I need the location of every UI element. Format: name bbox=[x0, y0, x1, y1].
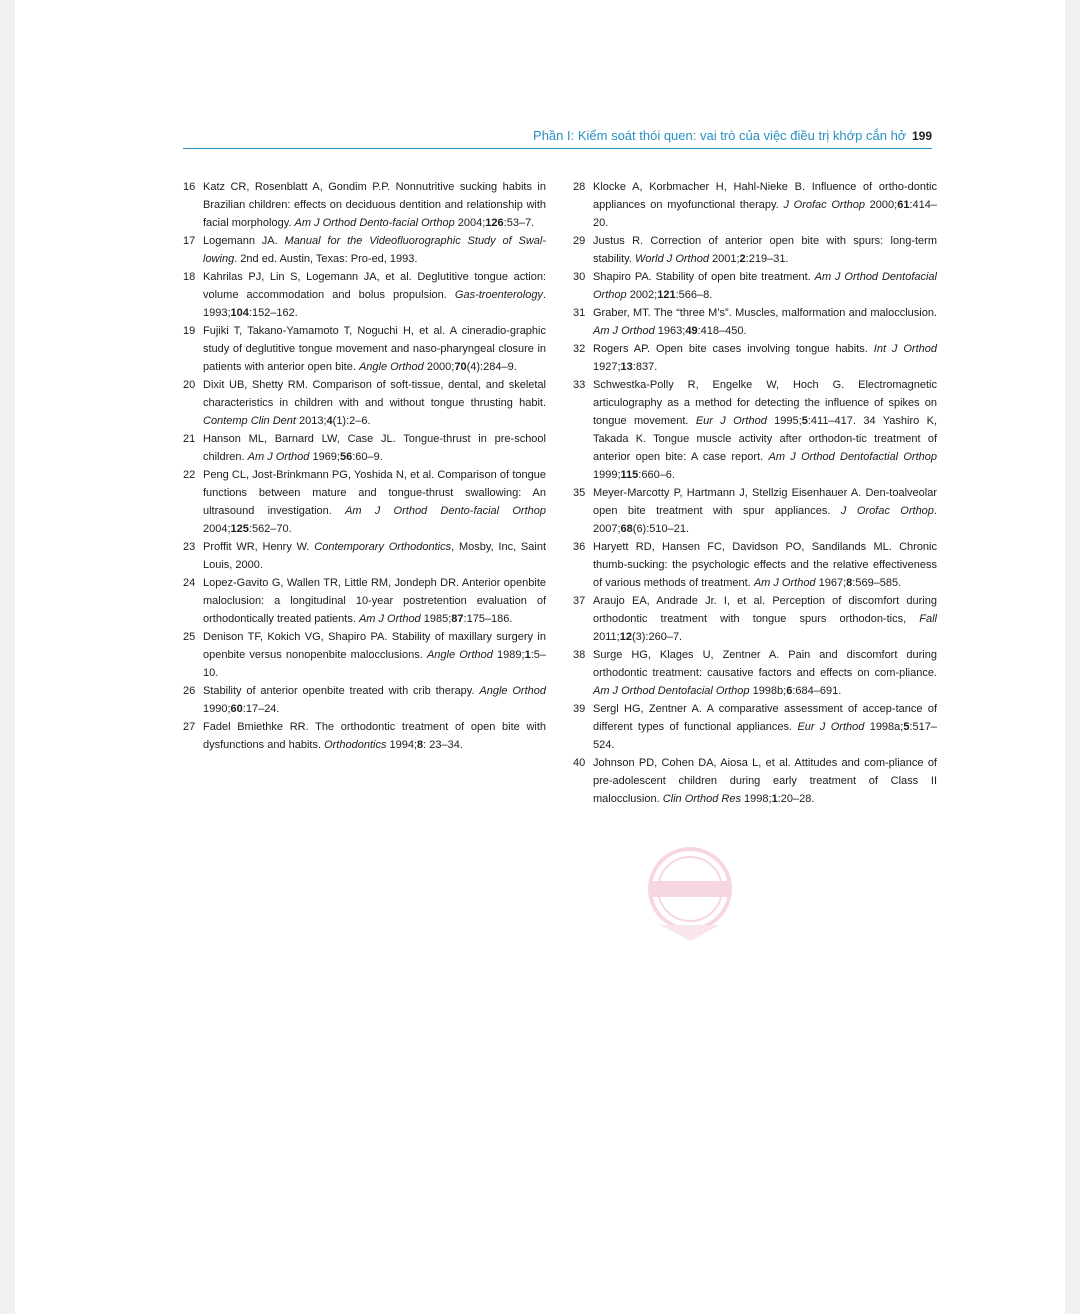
reference-text: Araujo EA, Andrade Jr. I, et al. Perception of discomfort during orthodontic treatment with tongue spurs orthodon-tics, Fall 2011;12(3):260–7. bbox=[593, 595, 937, 643]
reference-item bbox=[183, 718, 546, 754]
reference-text: Denison TF, Kokich VG, Shapiro PA. Stability of maxillary surgery in openbite versus nonopenbite malocclusions. Angle Orthod 1989;1:5–10. bbox=[203, 631, 546, 679]
reference-item bbox=[573, 340, 937, 376]
reference-number: 38 bbox=[573, 649, 586, 661]
reference-number: 20 bbox=[183, 379, 196, 391]
reference-item bbox=[573, 232, 937, 268]
reference-number: 18 bbox=[183, 271, 196, 283]
reference-text: Fadel Bmiethke RR. The orthodontic treatment of open bite with dysfunctions and habits. Orthodontics 1994;8: 23–34. bbox=[203, 721, 546, 751]
document-page bbox=[15, 0, 1065, 1314]
reference-text: Sergl HG, Zentner A. A comparative assessment of accep-tance of different types of functional appliances. Eur J Orthod 1998a;5:517–524. bbox=[593, 703, 937, 751]
reference-item bbox=[183, 538, 546, 574]
reference-item bbox=[573, 592, 937, 646]
reference-item bbox=[183, 682, 546, 718]
reference-item bbox=[183, 322, 546, 376]
reference-text: Katz CR, Rosenblatt A, Gondim P.P. Nonnutritive sucking habits in Brazilian children: effects on deciduous dentition and relationship with facial morphology. Am J Orthod Dento-facial Orthop 2004;126:53–7. bbox=[203, 181, 546, 229]
watermark-seal-icon bbox=[638, 845, 743, 945]
header-title: Phần I: Kiểm soát thói quen: vai trò của việc điều trị khớp cắn hở bbox=[533, 128, 907, 143]
reference-text: Meyer-Marcotty P, Hartmann J, Stellzig Eisenhauer A. Den-toalveolar open bite treatment with spur appliances. J Orofac Orthop. 2007;68(6):510–21. bbox=[593, 487, 937, 535]
reference-number: 30 bbox=[573, 271, 586, 283]
reference-text: Graber, MT. The “three M’s”. Muscles, malformation and malocclusion. Am J Orthod 1963;49:418–450. bbox=[593, 307, 937, 337]
reference-item bbox=[183, 232, 546, 268]
reference-number: 40 bbox=[573, 757, 586, 769]
page-number: 199 bbox=[911, 129, 932, 143]
reference-number: 16 bbox=[183, 181, 196, 193]
reference-text: Dixit UB, Shetty RM. Comparison of soft-tissue, dental, and skeletal characteristics in children with and without tongue thrusting habit. Contemp Clin Dent 2013;4(1):2–6. bbox=[203, 379, 546, 427]
reference-item bbox=[183, 466, 546, 538]
reference-item bbox=[183, 178, 546, 232]
reference-text: Hanson ML, Barnard LW, Case JL. Tongue-thrust in pre-school children. Am J Orthod 1969;56:60–9. bbox=[203, 433, 546, 463]
reference-number: 37 bbox=[573, 595, 586, 607]
reference-text: Peng CL, Jost-Brinkmann PG, Yoshida N, et al. Comparison of tongue functions between mature and tongue-thrust swallowing: An ultrasound investigation. Am J Orthod Dento-facial Orthop 2004;125:562–70. bbox=[203, 469, 546, 535]
reference-text: Shapiro PA. Stability of open bite treatment. Am J Orthod Dentofacial Orthop 2002;121:566–8. bbox=[593, 271, 937, 301]
reference-number: 22 bbox=[183, 469, 196, 481]
reference-item bbox=[573, 538, 937, 592]
reference-item bbox=[573, 376, 937, 484]
references-right-column bbox=[573, 178, 937, 808]
reference-item bbox=[183, 376, 546, 430]
reference-text: Proffit WR, Henry W. Contemporary Orthodontics, Mosby, Inc, Saint Louis, 2000. bbox=[203, 541, 546, 571]
running-header bbox=[183, 128, 932, 149]
reference-item bbox=[183, 574, 546, 628]
reference-number: 21 bbox=[183, 433, 196, 445]
reference-text: Fujiki T, Takano-Yamamoto T, Noguchi H, et al. A cineradio-graphic study of deglutitive tongue movement and naso-pharyngeal closure in patients with anterior open bite. Angle Orthod 2000;70(4):284–9. bbox=[203, 325, 546, 373]
reference-number: 25 bbox=[183, 631, 196, 643]
reference-item bbox=[573, 484, 937, 538]
reference-item bbox=[573, 178, 937, 232]
reference-item bbox=[573, 754, 937, 808]
reference-text: Schwestka-Polly R, Engelke W, Hoch G. Electromagnetic articulography as a method for detecting the influence of spikes on tongue movement. Eur J Orthod 1995;5:411–417. 34 Yashiro K, Takada K. Tongue muscle activity after orthodon-tic treatment of anterior open bite: A case report. Am J Orthod Dentofactial Orthop 1999;115:660–6. bbox=[593, 379, 938, 481]
reference-item bbox=[573, 304, 937, 340]
reference-item bbox=[183, 268, 546, 322]
reference-number: 36 bbox=[573, 541, 586, 553]
reference-number: 35 bbox=[573, 487, 586, 499]
reference-number: 17 bbox=[183, 235, 196, 247]
reference-text: Kahrilas PJ, Lin S, Logemann JA, et al. Deglutitive tongue action: volume accommodation and bolus propulsion. Gas-troenterology. 1993;104:152–162. bbox=[203, 271, 546, 319]
reference-item bbox=[573, 700, 937, 754]
reference-number: 39 bbox=[573, 703, 586, 715]
reference-text: Justus R. Correction of anterior open bite with spurs: long-term stability. World J Orthod 2001;2:219–31. bbox=[593, 235, 937, 265]
reference-text: Johnson PD, Cohen DA, Aiosa L, et al. Attitudes and com-pliance of pre-adolescent children during early treatment of Class II malocclusion. Clin Orthod Res 1998;1:20–28. bbox=[593, 757, 937, 805]
reference-number: 26 bbox=[183, 685, 196, 697]
reference-number: 33 bbox=[573, 379, 586, 391]
reference-text: Klocke A, Korbmacher H, Hahl-Nieke B. Influence of ortho-dontic appliances on myofunctional therapy. J Orofac Orthop 2000;61:414–20. bbox=[593, 181, 937, 229]
reference-number: 19 bbox=[183, 325, 196, 337]
reference-text: Rogers AP. Open bite cases involving tongue habits. Int J Orthod 1927;13:837. bbox=[593, 343, 937, 373]
reference-number: 29 bbox=[573, 235, 586, 247]
reference-text: Logemann JA. Manual for the Videofluorographic Study of Swal-lowing. 2nd ed. Austin, Texas: Pro-ed, 1993. bbox=[203, 235, 546, 265]
reference-number: 23 bbox=[183, 541, 196, 553]
reference-text: Stability of anterior openbite treated with crib therapy. Angle Orthod 1990;60:17–24. bbox=[203, 685, 546, 715]
reference-number: 32 bbox=[573, 343, 586, 355]
reference-text: Haryett RD, Hansen FC, Davidson PO, Sandilands ML. Chronic thumb-sucking: the psychologic effects and the relative effectiveness of various methods of treatment. Am J Orthod 1967;8:569–585. bbox=[593, 541, 937, 589]
reference-number: 24 bbox=[183, 577, 196, 589]
reference-text: Surge HG, Klages U, Zentner A. Pain and discomfort during orthodontic treatment: causative factors and effects on com-pliance. Am J Orthod Dentofacial Orthop 1998b;6:684–691. bbox=[593, 649, 937, 697]
reference-number: 27 bbox=[183, 721, 196, 733]
reference-number: 31 bbox=[573, 307, 586, 319]
reference-item bbox=[573, 268, 937, 304]
reference-item bbox=[573, 646, 937, 700]
reference-item bbox=[183, 430, 546, 466]
reference-item bbox=[183, 628, 546, 682]
reference-text: Lopez-Gavito G, Wallen TR, Little RM, Jondeph DR. Anterior openbite maloclusion: a longitudinal 10-year postretention evaluation of orthodontically treated patients. Am J Orthod 1985;87:175–186. bbox=[203, 577, 546, 625]
references-left-column bbox=[183, 178, 546, 754]
reference-number: 28 bbox=[573, 181, 586, 193]
